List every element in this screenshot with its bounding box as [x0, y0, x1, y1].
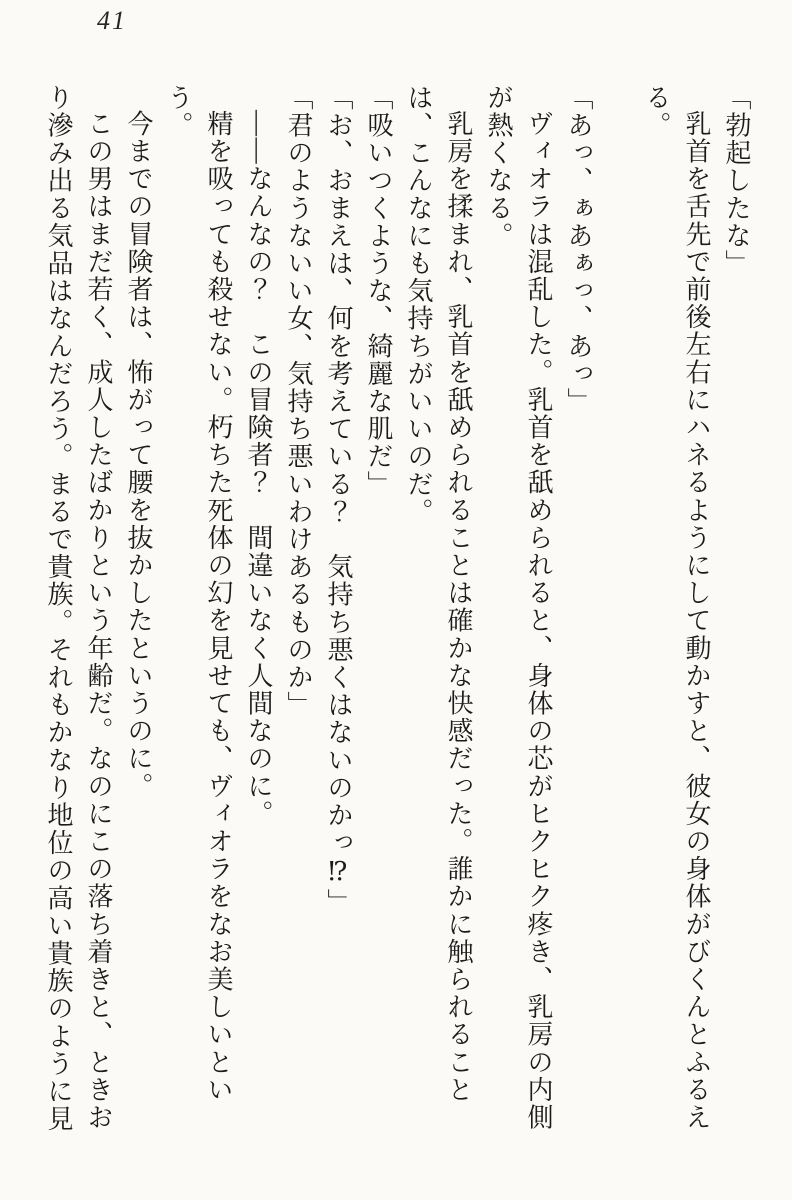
paragraph: 乳首を舌先で前後左右にハネるようにして動かすと、彼女の身体がびくんとふるえる。: [642, 84, 711, 1132]
paragraph: この男はまだ若く、成人したばかりという年齢だ。なのにこの落ち着きと、ときおり滲み出る気品はなんだろう。まるで貴族。それもかなり地位の高い貴族のように見: [44, 84, 113, 1133]
paragraph-dialogue: 「勃起したな」: [722, 84, 751, 278]
paragraph-dialogue: 「君のようないい女、気持ち悪いわけあるものか」: [284, 84, 313, 719]
paragraph: 乳房を揉まれ、乳首を舐められることは確かな快感だった。誰かに触られることは、こんなにも気持ちがいいのだ。: [404, 84, 473, 1104]
paragraph: 今までの冒険者は、怖がって腰を抜かしたというのに。: [124, 110, 153, 800]
vertical-text-block: [38, 84, 756, 1134]
paragraph-dialogue: 「吸いつくような、綺麗な肌だ」: [364, 84, 393, 498]
paragraph-dialogue: 「あっ、ぁあぁっ、あっ」: [564, 84, 593, 416]
paragraph: ヴィオラは混乱した。乳首を舐められると、身体の芯がヒクヒク疼き、乳房の内側が熱くなる。: [484, 84, 553, 1132]
page-number: 41: [97, 6, 127, 35]
paragraph-thought: ――なんなの？ この冒険者？ 間違いなく人間なのに。: [244, 110, 273, 828]
paragraph-dialogue: 「お、おまえは、何を考えている？ 気持ち悪くはないのかっ⁉」: [324, 84, 353, 916]
paragraph: 精を吸っても殺せない。朽ちた死体の幻を見せても、ヴィオラをなお美しいという。: [164, 84, 233, 1104]
